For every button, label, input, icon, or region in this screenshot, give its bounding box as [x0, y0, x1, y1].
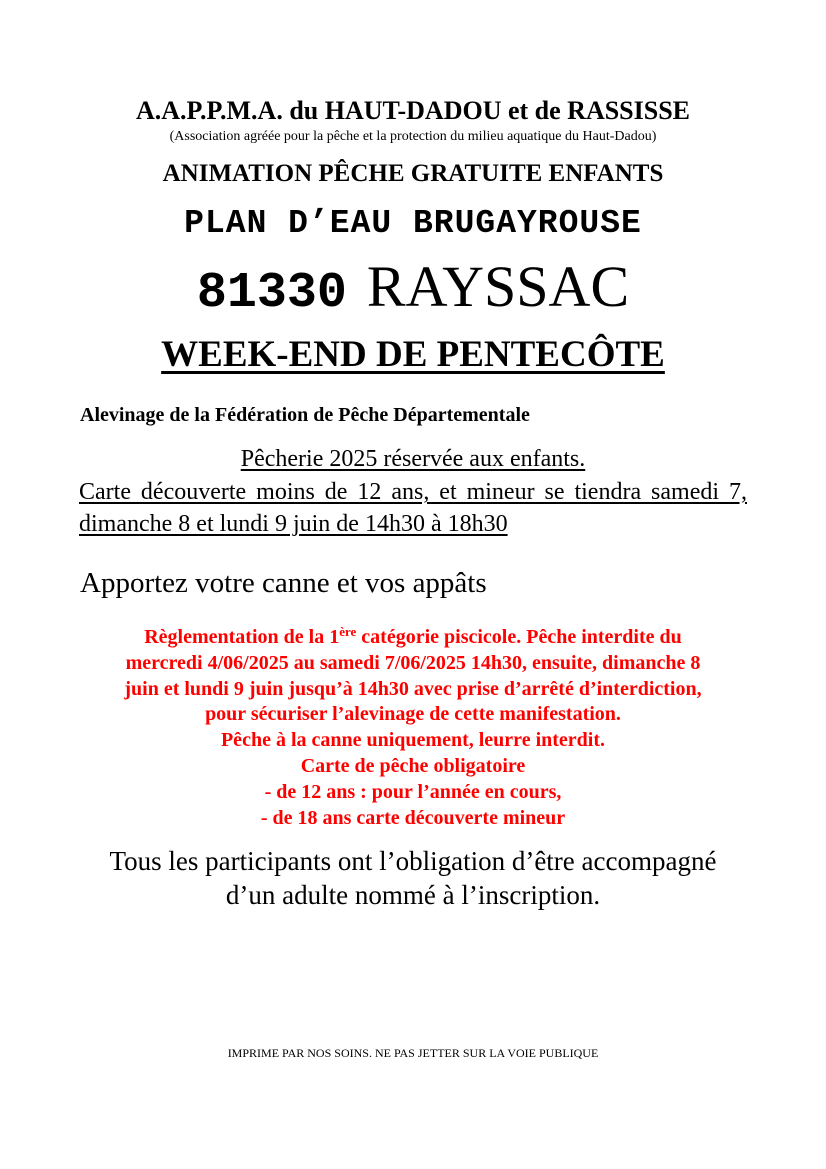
accompaniment-line-1: Tous les participants ont l’obligation d’être accompagné	[109, 846, 717, 876]
event-period	[0, 332, 826, 378]
footer-notice: IMPRIME PAR NOS SOINS. NE PAS JETTER SUR LA VOIE PUBLIQUE	[227, 1046, 599, 1060]
postcode: 81330	[196, 265, 347, 322]
regulation-superscript: ère	[339, 624, 357, 639]
regulation-prefix: Règlementation de la 1	[144, 626, 340, 648]
stocking-notice: Alevinage de la Fédération de Pêche Départementale	[80, 404, 530, 426]
regulation-line-2: mercredi 4/06/2025 au samedi 7/06/2025 14h30, ensuite, dimanche 8	[125, 651, 701, 674]
regulation-block	[0, 625, 826, 831]
bring-equipment-notice: Apportez votre canne et vos appâts	[80, 567, 487, 599]
town-name: RAYSSAC	[366, 254, 630, 319]
event-title: ANIMATION PÊCHE GRATUITE ENFANTS	[162, 160, 664, 187]
schedule-text: Carte découverte moins de 12 ans, et mineur se tiendra samedi 7, dimanche 8 et lundi 9 juin de 14h30 à 18h30	[79, 479, 747, 537]
accompaniment-line-2: d’un adulte nommé à l’inscription.	[225, 880, 601, 910]
organization-subtitle: (Association agréée pour la pêche et la protection du milieu aquatique du Haut-Dadou)	[169, 129, 657, 144]
event-period-text: WEEK-END DE PENTECÔTE	[161, 334, 665, 375]
reserved-notice-text: Pêcherie 2025 réservée aux enfants.	[240, 446, 586, 472]
regulation-line-8: - de 18 ans carte découverte mineur	[260, 806, 566, 829]
regulation-line-4: pour sécuriser l’alevinage de cette manifestation.	[205, 703, 621, 726]
schedule-paragraph	[79, 476, 747, 540]
town-line	[0, 252, 826, 337]
regulation-line-5: Pêche à la canne uniquement, leurre interdit.	[220, 729, 606, 752]
regulation-suffix: catégorie piscicole. Pêche interdite du	[356, 626, 682, 648]
regulation-line-6: Carte de pêche obligatoire	[300, 754, 526, 777]
regulation-line-3: juin et lundi 9 juin jusqu’à 14h30 avec prise d’arrêté d’interdiction,	[124, 677, 702, 700]
organization-title: A.A.P.P.M.A. du HAUT-DADOU et de RASSISSE	[135, 96, 691, 125]
reserved-notice	[0, 443, 826, 475]
regulation-line-1	[0, 625, 826, 651]
accompaniment-notice	[0, 844, 826, 912]
regulation-line-7: - de 12 ans : pour l’année en cours,	[264, 780, 562, 803]
venue-name: PLAN D’EAU BRUGAYROUSE	[184, 205, 642, 242]
